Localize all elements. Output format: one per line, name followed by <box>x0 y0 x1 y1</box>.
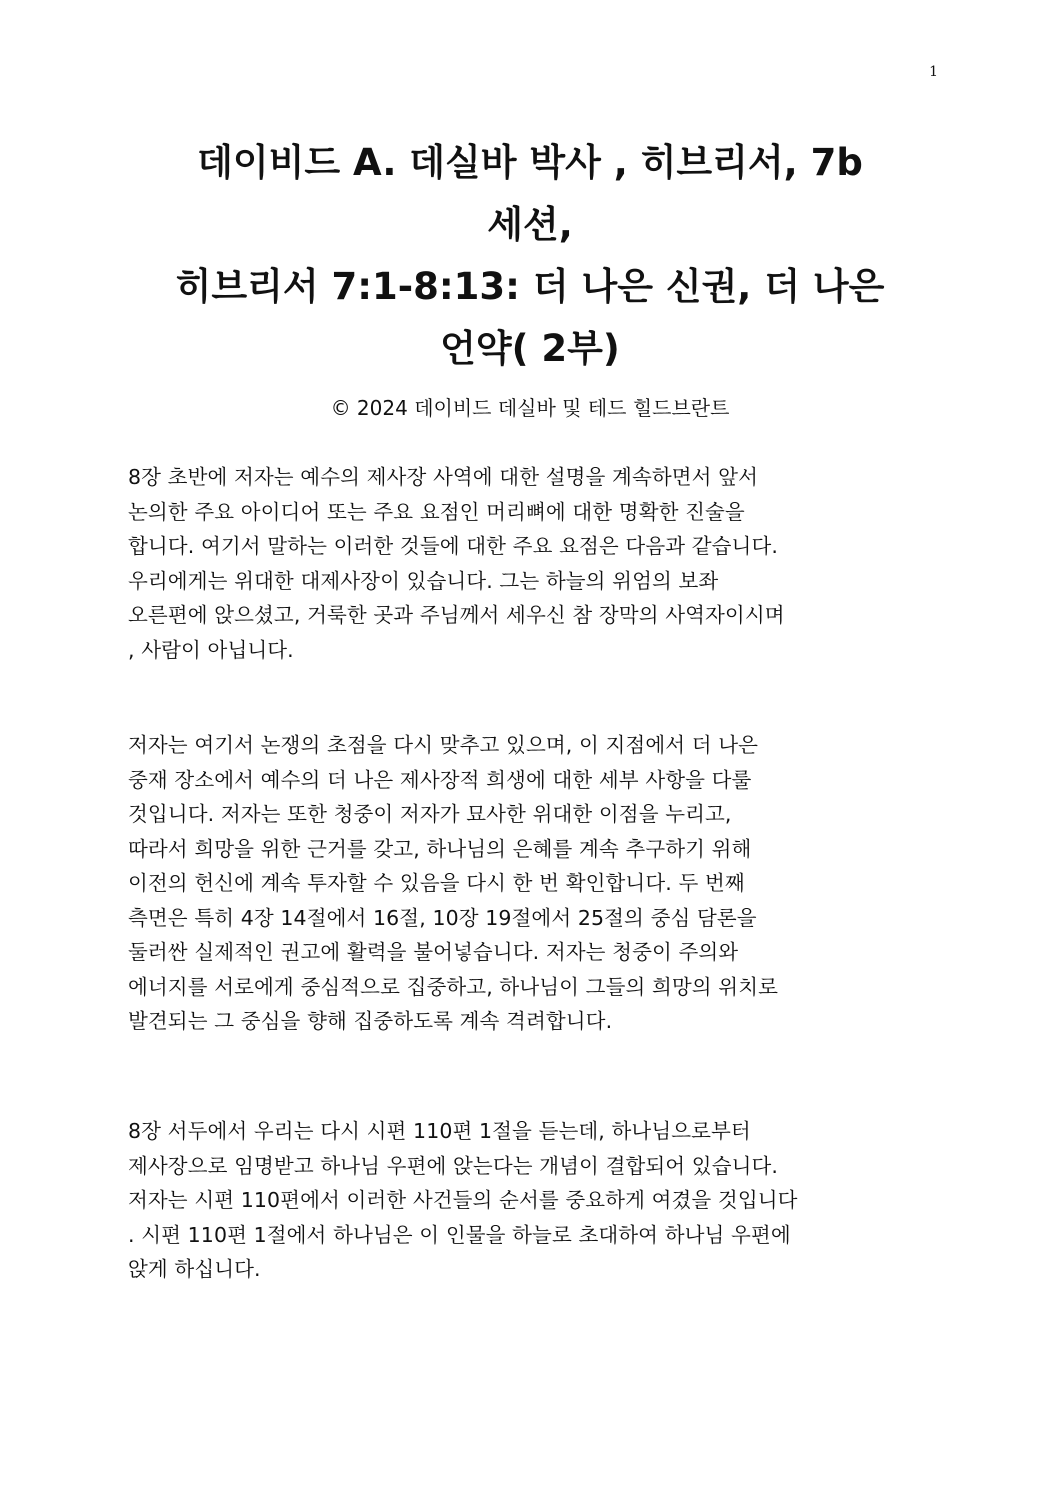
paragraph <box>128 1114 928 1287</box>
text-line: 발견되는 그 중심을 향해 집중하도록 계속 격려합니다. <box>128 1009 613 1033</box>
text-line: 에너지를 서로에게 중심적으로 집중하고, 하나님이 그들의 희망의 위치로 <box>128 974 779 999</box>
text-line: 것입니다. 저자는 또한 청중이 저자가 묘사한 위대한 이점을 누리고, <box>128 802 732 826</box>
text-line: 우리에게는 위대한 대제사장이 있습니다. 그는 하늘의 위엄의 보좌 <box>128 568 719 593</box>
title-line: 언약( 2부) <box>440 327 620 370</box>
copyright-notice: © 2024 데이비드 데실바 및 테드 힐드브란트 <box>330 396 730 420</box>
text-line: 저자는 시편 110편에서 이러한 사건들의 순서를 중요하게 여겼을 것입니다 <box>128 1188 798 1212</box>
paragraph <box>128 728 928 1039</box>
text-line: 저자는 여기서 논쟁의 초점을 다시 맞추고 있으며, 이 지점에서 더 나은 <box>128 733 759 757</box>
text-line: 오른편에 앉으셨고, 거룩한 곳과 주님께서 세우신 참 장막의 사역자이시며 <box>128 603 785 627</box>
text-line: 둘러싼 실제적인 권고에 활력을 불어넣습니다. 저자는 청중이 주의와 <box>128 940 739 964</box>
text-line: 8장 서두에서 우리는 다시 시편 110편 1절을 듣는데, 하나님으로부터 <box>128 1119 751 1143</box>
text-line: , 사람이 아닙니다. <box>128 637 294 662</box>
title-line: 히브리서 7:1-8:13: 더 나은 신권, 더 나은 <box>175 265 885 308</box>
text-line: 이전의 헌신에 계속 투자할 수 있음을 다시 한 번 확인합니다. 두 번째 <box>128 871 745 895</box>
text-line: 앉게 하십니다. <box>128 1257 261 1281</box>
text-line: 측면은 특히 4장 14절에서 16절, 10장 19절에서 25절의 중심 담론을 <box>128 905 757 930</box>
page-number: 1 <box>929 64 938 80</box>
title-line: 데이비드 A. 데실바 박사 , 히브리서, 7b <box>197 141 863 184</box>
text-line: 따라서 희망을 위한 근거를 갖고, 하나님의 은혜를 계속 추구하기 위해 <box>128 836 752 861</box>
paragraph <box>128 460 928 667</box>
text-line: . 시편 110편 1절에서 하나님은 이 인물을 하늘로 초대하여 하나님 우편에 <box>128 1222 791 1247</box>
text-line: 논의한 주요 아이디어 또는 주요 요점인 머리뼈에 대한 명확한 진술을 <box>128 499 745 524</box>
document-title <box>110 132 950 380</box>
text-line: 합니다. 여기서 말하는 이러한 것들에 대한 주요 요점은 다음과 같습니다. <box>128 534 778 558</box>
text-line: 8장 초반에 저자는 예수의 제사장 사역에 대한 설명을 계속하면서 앞서 <box>128 465 758 489</box>
title-line: 세션, <box>487 203 573 246</box>
text-line: 제사장으로 임명받고 하나님 우편에 앉는다는 개념이 결합되어 있습니다. <box>128 1153 779 1178</box>
text-line: 중재 장소에서 예수의 더 나은 제사장적 희생에 대한 세부 사항을 다룰 <box>128 767 752 792</box>
